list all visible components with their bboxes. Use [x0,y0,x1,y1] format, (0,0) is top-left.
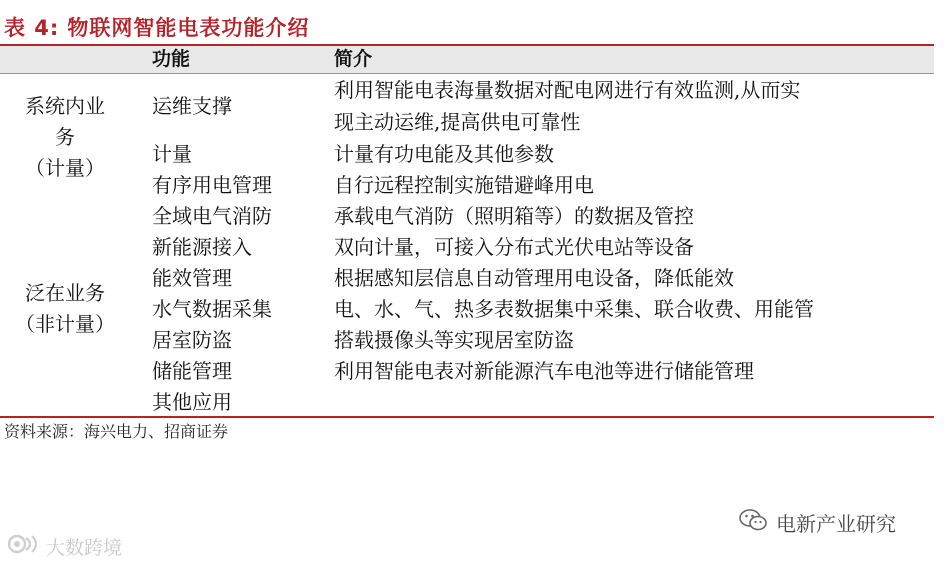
intro-cell: 电、水、气、热多表数据集中采集、联合收费、用能管 [334,297,814,321]
table-number: 表 4: [4,16,60,40]
header-rule [0,73,934,74]
table-title [4,14,309,42]
intro-cell: 利用智能电表海量数据对配电网进行有效监测,从而实 [334,78,801,102]
category-system-line-2: 务 [55,125,75,149]
watermark-text: 大数跨境 [46,536,123,559]
function-cell: 储能管理 [152,359,232,383]
intro-cell: 根据感知层信息自动管理用电设备，降低能效 [334,266,734,290]
category-ubiquitous-line-1: 泛在业务 [25,281,105,305]
intro-cell: 双向计量，可接入分布式光伏电站等设备 [334,235,694,259]
function-cell: 水气数据采集 [152,297,272,321]
intro-cell: 计量有功电能及其他参数 [334,142,554,166]
header-intro: 简介 [334,48,373,70]
watermark [6,532,122,560]
function-cell: 能效管理 [152,266,232,290]
wechat-account-name: 电新产业研究 [776,511,896,536]
function-cell: 居室防盗 [152,328,232,352]
intro-cell: 搭载摄像头等实现居室防盗 [334,328,574,352]
intro-cell: 自行远程控制实施错避峰用电 [334,173,594,197]
intro-cell: 现主动运维,提高供电可靠性 [334,110,581,134]
watermark-logo-icon [6,532,40,561]
intro-cell: 承载电气消防（照明箱等）的数据及管控 [334,204,694,228]
table-title-text: 物联网智能电表功能介绍 [67,16,310,40]
header-band [0,46,934,73]
function-cell: 运维支撑 [152,94,232,118]
header-function: 功能 [152,48,191,70]
intro-cell: 利用智能电表对新能源汽车电池等进行储能管理 [334,359,754,383]
function-cell: 全域电气消防 [152,204,272,228]
category-system-line-1: 系统内业 [25,94,105,118]
category-system-line-3: （计量） [25,156,105,180]
source-note: 资料来源：海兴电力、招商证券 [4,422,229,441]
wechat-icon [738,507,768,538]
function-cell: 有序用电管理 [152,173,272,197]
category-ubiquitous-line-2: （非计量） [15,312,115,336]
bottom-rule [0,416,934,418]
function-cell: 新能源接入 [152,235,252,259]
function-cell: 计量 [152,142,192,166]
function-cell: 其他应用 [152,390,232,414]
wechat-account [738,508,896,536]
